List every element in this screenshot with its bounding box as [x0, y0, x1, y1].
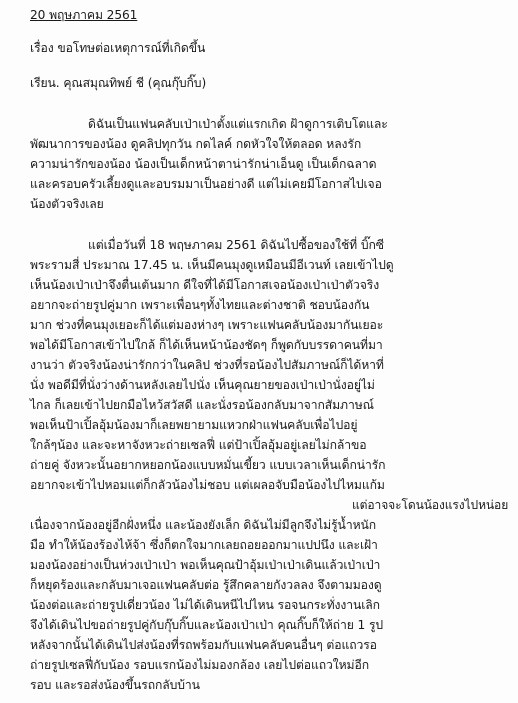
paragraph-line: ความน่ารักของน้อง น้องเป็นเด็กหน้าตาน่ารักน่าเอ็นดู เป็นเด็กฉลาด	[30, 157, 377, 171]
paragraph-line: มือ ทำให้น้องร้องไห้จ้า ซึ่งก็ตกใจมากเลยถอยออกมาแปปนึง และเฝ้า	[30, 538, 378, 552]
paragraph-line: แต่อาจจะโดนน้องแรงไปหน่อย	[352, 498, 509, 512]
paragraph-line: และครอบครัวเลี้ยงดูและอบรมมาเป็นอย่างดี แต่ไม่เคยมีโอกาสไปเจอ	[30, 177, 382, 191]
paragraph-line: อยากจะเข้าไปหอมแต่ก็กลัวน้องไม่ชอบ แต่เผลอจับมือน้องไปไหมแก้ม	[30, 478, 385, 492]
paragraph-line: น้องต่อและถ่ายรูปเดี่ยวน้อง ไม่ได้เดินหนีไปไหน รอจนกระทั่งงานเลิก	[30, 598, 380, 612]
paragraph-line: มาก ช่วงที่คนมุงเยอะก็ได้แต่มองห่างๆ เพราะแฟนคลับน้องมากันเยอะ	[30, 318, 384, 332]
paragraph-line: ดิฉันเป็นแฟนคลับเป่าเป่าตั้งแต่แรกเกิด ฝ้าดูการเติบโตและ	[88, 117, 388, 131]
paragraph-line: น้องตัวจริงเลย	[30, 197, 104, 211]
paragraph-line: ก็หยุดร้องและกลับมาเจอแฟนคลับต่อ รู้สึกคลายกังวลลง จึงตามมองดู	[30, 578, 382, 592]
letter-date: 20 พฤษภาคม 2561	[30, 8, 138, 22]
paragraph-line: ถ่ายรูปเซลฟี่กับน้อง รอบแรกน้องไม่มองกล้อง เลยไปต่อแถวใหม่อีก	[30, 658, 369, 672]
paragraph-line: เนื่องจากน้องอยู่อีกฝั่งหนึ่ง และน้องยังเล็ก ดิฉันไม่มีลูกจึงไม่รู้น้ำหนัก	[30, 518, 377, 532]
paragraph-line: หลังจากนั้นได้เดินไปส่งน้องที่รถพร้อมกับแฟนคลับคนอื่นๆ ต่อแถวรอ	[30, 638, 377, 652]
paragraph-line: จึงได้เดินไปขอถ่ายรูปคู่กับกุ๊บกิ๊บและน้องเป่าเป่า คุณกิ๊บก็ให้ถ่าย 1 รูป	[30, 618, 384, 632]
paragraph-line: ถ่ายคู่ จังหวะนั้นอยากหยอกน้องแบบหมั่นเขี้ยว แบบเวลาเห็นเด็กน่ารัก	[30, 458, 386, 472]
paragraph-line: พอได้มีโอกาสเข้าไปใกล้ ก็ได้เห็นหน้าน้องชัดๆ ก็พูดกับบรรดาคนที่มา	[30, 338, 383, 352]
paragraph-line: งานว่า ตัวจริงน้องน่ารักกว่าในคลิป ช่วงที่รอน้องไปสัมภาษณ์ก็ได้หาที่	[30, 358, 384, 372]
paragraph-line: ไกล ก็เลยเข้าไปยกมือไหว้สวัสดี และนั่งรอน้องกลับมาจากสัมภาษณ์	[30, 398, 374, 412]
paragraph-line: แต่เมื่อวันที่ 18 พฤษภาคม 2561 ดิฉันไปซื้อของใช้ที่ บิ๊กซี	[88, 238, 384, 252]
paragraph-line: เห็นน้องเป่าเป่าจึงตื่นเต้นมาก ดีใจที่ได้มีโอกาสเจอน้องเป่าเป่าตัวจริง	[30, 278, 380, 292]
paragraph-line: ใกล้ๆน้อง และจะหาจังหวะถ่ายเซลฟี่ แต่ป้าเปิ้ลอุ้มอยู่เลยไม่กล้าขอ	[30, 438, 367, 452]
letter-subject: เรื่อง ขอโทษต่อเหตุการณ์ที่เกิดขึ้น	[30, 41, 206, 55]
paragraph-line: อยากจะถ่ายรูปคู่มาก เพราะเพื่อนๆทั้งไทยและต่างชาติ ชอบน้องกัน	[30, 298, 370, 312]
paragraph-line: พอเห็นป้าเปิ้ลอุ้มน้องมาก็เลยพยายามแหวกฝ่าแฟนคลับเพื่อไปอยู่	[30, 418, 358, 432]
paragraph-line: พัฒนาการของน้อง ดูคลิปทุกวัน กดไลค์ กดหัวใจให้ตลอด หลงรัก	[30, 137, 362, 151]
paragraph-line: นั่ง พอดีมีที่นั่งว่างด้านหลังเลยไปนั่ง เห็นคุณยายของเป่าเป่านั่งอยู่ไม่	[30, 378, 375, 392]
paragraph-line: รอบ และรอส่งน้องขึ้นรถกลับบ้าน	[30, 678, 200, 692]
paragraph-line: พระรามสี่ ประมาณ 17.45 น. เห็นมีคนมุงดูเหมือนมีอีเวนท์ เลยเข้าไปดู	[30, 258, 394, 272]
letter-salutation: เรียน. คุณสมุณทิพย์ ชี (คุณกุ๊บกิ๊บ)	[30, 76, 207, 90]
paragraph-line: มองน้องอย่างเป็นห่วงเป่าเป่า พอเห็นคุณป้าอุ้มเป่าเป่าเดินแล้วเป่าเป่า	[30, 558, 381, 572]
